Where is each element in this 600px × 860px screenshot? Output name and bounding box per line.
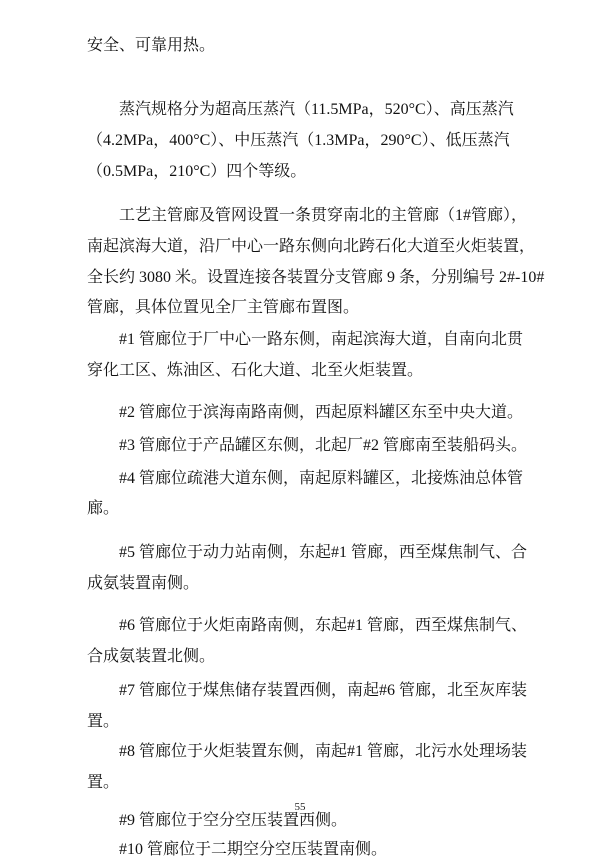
text-line: （4.2MPa，400°C）、中压蒸汽（1.3MPa，290°C）、低压蒸汽 xyxy=(87,132,510,149)
text-line: 全长约 3080 米。设置连接各装置分支管廊 9 条，分别编号 2#-10# xyxy=(87,269,545,286)
text-line: 蒸汽规格分为超高压蒸汽（11.5MPa，520°C）、高压蒸汽 xyxy=(119,101,514,118)
text-line: 合成氨装置北侧。 xyxy=(87,648,216,665)
text-line: 成氨装置南侧。 xyxy=(87,575,200,592)
text-line: 置。 xyxy=(87,713,120,730)
text-line: #3 管廊位于产品罐区东侧，北起厂#2 管廊南至装船码头。 xyxy=(119,437,528,454)
text-line: 穿化工区、炼油区、石化大道、北至火炬装置。 xyxy=(87,362,424,379)
page-number: 55 xyxy=(294,801,306,813)
text-line: #9 管廊位于空分空压装置西侧。 xyxy=(119,812,348,829)
text-line: #8 管廊位于火炬装置东侧，南起#1 管廊，北污水处理场装 xyxy=(119,743,528,760)
text-line: 置。 xyxy=(87,774,120,791)
text-line: #1 管廊位于厂中心一路东侧，南起滨海大道，自南向北贯 xyxy=(119,331,524,348)
text-line: #2 管廊位于滨海南路南侧，西起原料罐区东至中央大道。 xyxy=(119,404,524,421)
text-line: #6 管廊位于火炬南路南侧，东起#1 管廊，西至煤焦制气、 xyxy=(119,617,528,634)
text-line: （0.5MPa，210°C）四个等级。 xyxy=(87,163,307,180)
text-line: 管廊，具体位置见全厂主管廊布置图。 xyxy=(87,299,360,316)
text-line: #5 管廊位于动力站南侧，东起#1 管廊，西至煤焦制气、合 xyxy=(119,544,528,561)
text-line: #7 管廊位于煤焦储存装置西侧，南起#6 管廊，北至灰库装 xyxy=(119,682,528,699)
text-line: 安全、可靠用热。 xyxy=(87,37,216,54)
text-line: #4 管廊位疏港大道东侧，南起原料罐区，北接炼油总体管 xyxy=(119,470,524,487)
text-line: 工艺主管廊及管网设置一条贯穿南北的主管廊（1#管廊）， xyxy=(119,207,528,224)
text-line: 南起滨海大道，沿厂中心一路东侧向北跨石化大道至火炬装置， xyxy=(87,238,536,255)
text-line: #10 管廊位于二期空分空压装置南侧。 xyxy=(119,841,388,858)
text-line: 廊。 xyxy=(87,500,120,517)
